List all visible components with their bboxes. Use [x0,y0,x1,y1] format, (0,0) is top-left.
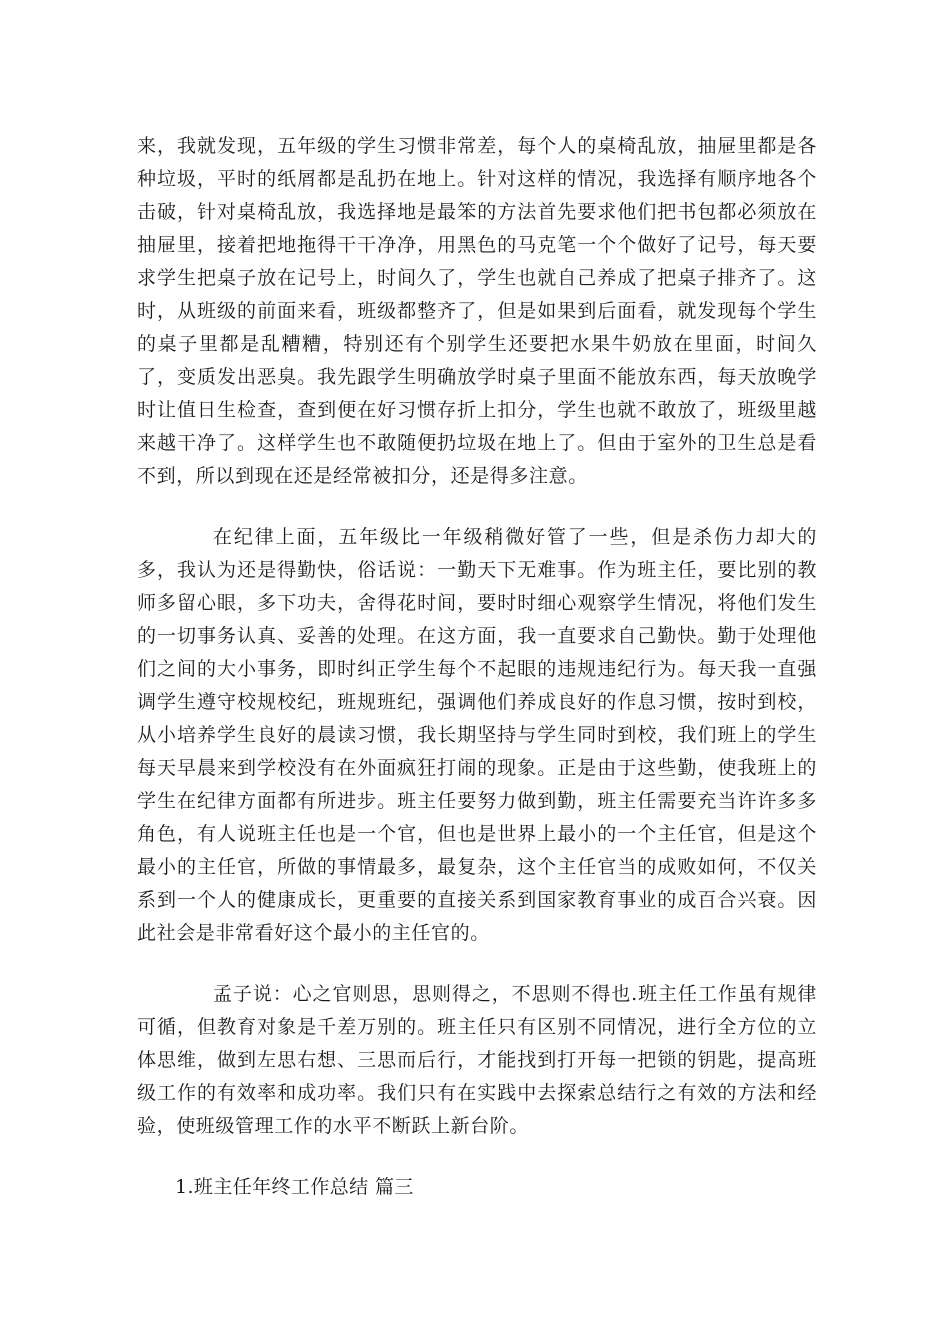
paragraph-mencius: 孟子说：心之官则思，思则得之，不思则不得也.班主任工作虽有规律可循，但教育对象是千差万别的。班主任只有区别不同情况，进行全方位的立体思维，做到左思右想、三思而后行，才能找到打开每一把锁的钥匙，提高班级工作的有效率和成功率。我们只有在实践中去探索总结行之有效的方法和经验，使班级管理工作的水平不断跃上新台阶。 [137,983,817,1137]
document-body [137,130,817,1204]
paragraph-discipline: 在纪律上面，五年级比一年级稍微好管了一些，但是杀伤力却大的多，我认为还是得勤快，俗话说：一勤天下无难事。作为班主任，要比别的教师多留心眼，多下功夫，舍得花时间，要时时细心观察学生情况，将他们发生的一切事务认真、妥善的处理。在这方面，我一直要求自己勤快。勤于处理他们之间的大小事务，即时纠正学生每个不起眼的违规违纪行为。每天我一直强调学生遵守校规校纪，班规班纪，强调他们养成良好的作息习惯，按时到校，从小培养学生良好的晨读习惯，我长期坚持与学生同时到校，我们班上的学生每天早晨来到学校没有在外面疯狂打闹的现象。正是由于这些勤，使我班上的学生在纪律方面都有所进步。班主任要努力做到勤，班主任需要充当许许多多角色，有人说班主任也是一个官，但也是世界上最小的一个主任官，但是这个最小的主任官，所做的事情最多，最复杂，这个主任官当的成败如何，不仅关系到一个人的健康成长，更重要的直接关系到国家教育事业的成百合兴衰。因此社会是非常看好这个最小的主任官的。 [137,526,817,944]
paragraph-hygiene: 来，我就发现，五年级的学生习惯非常差，每个人的桌椅乱放，抽屉里都是各种垃圾，平时的纸屑都是乱扔在地上。针对这样的情况，我选择有顺序地各个击破，针对桌椅乱放，我选择地是最笨的方法首先要求他们把书包都必须放在抽屉里，接着把地拖得干干净净，用黑色的马克笔一个个做好了记号，每天要求学生把桌子放在记号上，时间久了，学生也就自己养成了把桌子排齐了。这时，从班级的前面来看，班级都整齐了，但是如果到后面看，就发现每个学生的桌子里都是乱糟糟，特别还有个别学生还要把水果牛奶放在里面，时间久了，变质发出恶臭。我先跟学生明确放学时桌子里面不能放东西，每天放晚学时让值日生检查，查到便在好习惯存折上扣分，学生也就不敢放了，班级里越来越干净了。这样学生也不敢随便扔垃圾在地上了。但由于室外的卫生总是看不到，所以到现在还是经常被扣分，还是得多注意。 [137,135,817,487]
section-heading: 1.班主任年终工作总结 篇三 [175,1176,414,1198]
